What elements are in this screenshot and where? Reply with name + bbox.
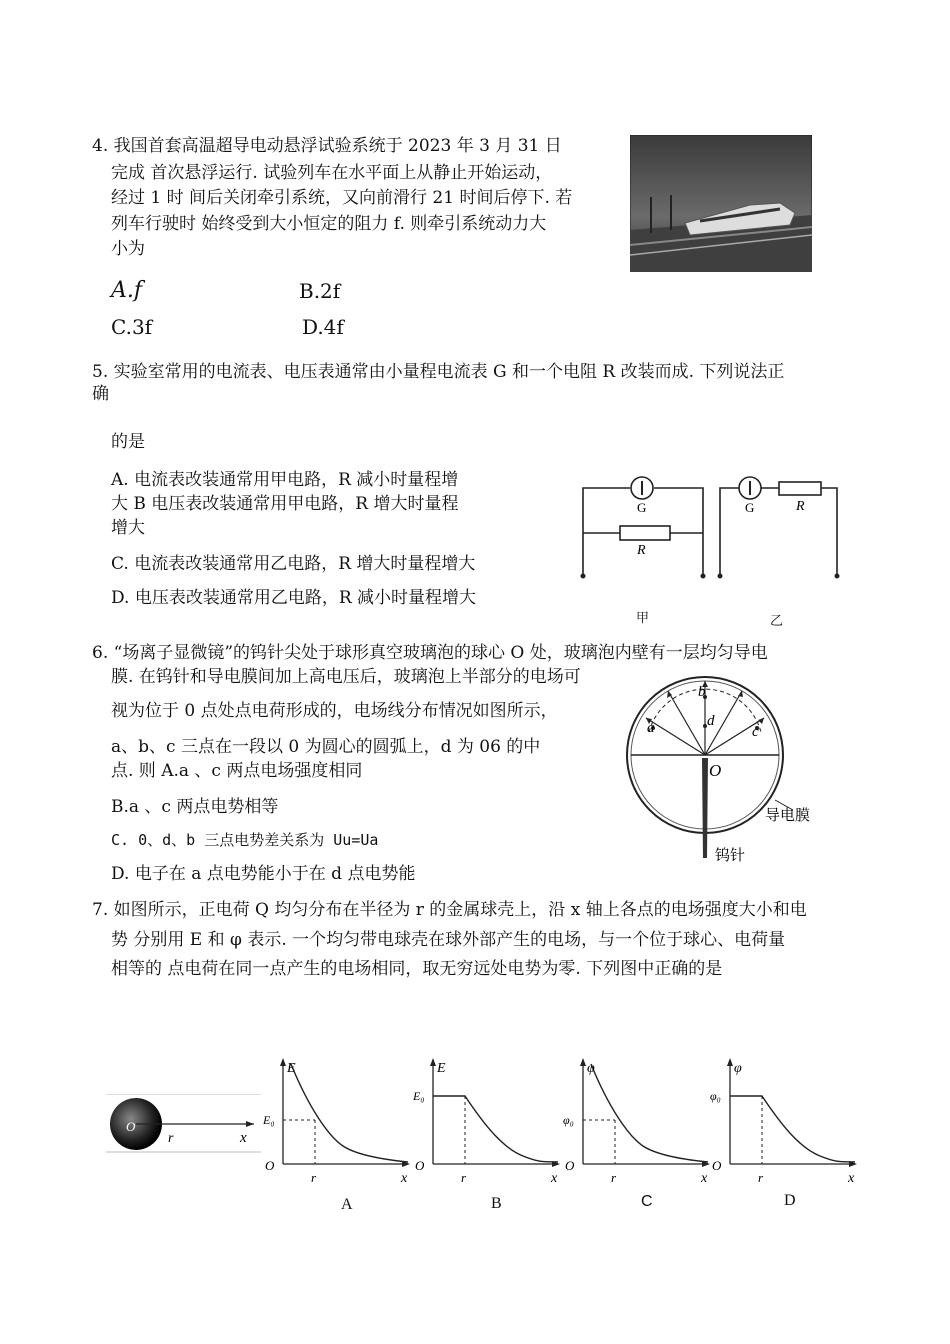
graph-b xyxy=(413,1056,563,1186)
q7-line-2: 势 分别用 E 和 φ 表示. 一个均匀带电球壳在球外部产生的电场，与一个位于球心、电荷量 xyxy=(111,930,786,950)
graph-y0-label: φ₀ xyxy=(710,1089,721,1103)
q5-option-d: D. 电压表改装通常用乙电路，R 减小时量程增大 xyxy=(111,588,477,608)
circuit-left-caption: 甲 xyxy=(636,610,650,625)
q6-line-1: 6. “场离子显微镜”的钨针尖处于球形真空玻璃泡的球心 O 处，玻璃泡内壁有一层均匀导电 xyxy=(92,643,768,663)
q5-option-a: A. 电流表改装通常用甲电路，R 减小时量程增 xyxy=(111,470,459,490)
graph-ylabel: E xyxy=(437,1061,446,1076)
graph-c-caption: C xyxy=(641,1193,653,1210)
circuit-right-caption: 乙 xyxy=(770,613,784,628)
q6-line-3: 视为位于 0 点处点电荷形成的，电场线分布情况如图所示， xyxy=(111,701,558,721)
q4-line-3: 经过 1 时 间后关闭牵引系统，又向前滑行 21 时间后停下. 若 xyxy=(111,188,573,208)
q6-option-b: B.a 、c 两点电势相等 xyxy=(111,797,279,817)
graph-x-label: x xyxy=(551,1171,558,1186)
graph-d-caption: D xyxy=(784,1192,796,1209)
point-a-label: a xyxy=(647,720,655,736)
q4-line-5: 小为 xyxy=(111,239,145,259)
graph-r-label: r xyxy=(461,1170,467,1185)
graph-r-label: r xyxy=(311,1170,317,1185)
q5-option-b-cont: 增大 xyxy=(111,518,145,538)
q6-option-d: D. 电子在 a 点电势能小于在 d 点电势能 xyxy=(111,864,416,884)
q6-line-5: 点. 则 A.a 、c 两点电场强度相同 xyxy=(111,761,363,781)
sphere-r-label: r xyxy=(168,1131,174,1146)
charged-sphere-figure xyxy=(106,1094,261,1154)
circuit-figure xyxy=(575,470,850,630)
circuit-right xyxy=(720,477,837,576)
circuit-right-r-label: R xyxy=(796,499,805,514)
graph-a-caption: A xyxy=(341,1196,353,1213)
q4-line-2: 完成 首次悬浮运行. 试验列车在水平面上从静止开始运动， xyxy=(111,163,553,183)
sphere-x-label: x xyxy=(240,1130,247,1146)
q7-line-1: 7. 如图所示，正电荷 Q 均匀分布在半径为 r 的金属球壳上，沿 x 轴上各点的电场强度大小和电 xyxy=(92,900,807,920)
graph-origin-label: O xyxy=(565,1158,575,1173)
film-label: 导电膜 xyxy=(765,808,811,824)
graph-a xyxy=(263,1056,413,1186)
graph-r-label: r xyxy=(611,1170,617,1185)
train-photo xyxy=(630,135,812,272)
graph-x-label: x xyxy=(848,1171,855,1186)
q4-line-4: 列车行驶时 始终受到大小恒定的阻力 f. 则牵引系统动力大 xyxy=(111,214,547,234)
q6-line-4: a、b、c 三点在一段以 0 为圆心的圆弧上，d 为 06 的中 xyxy=(111,737,541,757)
needle-label: 钨针 xyxy=(715,848,746,864)
q5-line-1: 5. 实验室常用的电流表、电压表通常由小量程电流表 G 和一个电阻 R 改装而成. 下列说法正 xyxy=(92,362,785,382)
q6-option-c: C. 0、d、b 三点电势差关系为 Uu=Ua xyxy=(111,831,379,849)
circuit-left-r-label: R xyxy=(637,543,646,558)
graph-c xyxy=(563,1056,713,1186)
q5-line-3: 的是 xyxy=(111,432,145,452)
graph-x-label: x xyxy=(401,1171,408,1186)
q4-option-a: A.f xyxy=(111,278,143,303)
graph-y0-label: E₀ xyxy=(263,1113,275,1127)
graph-d xyxy=(710,1056,860,1186)
q4-option-b: B.2f xyxy=(299,279,341,303)
graph-ylabel: φ xyxy=(587,1061,595,1076)
q4-option-c: C.3f xyxy=(111,315,153,339)
point-c-label: c xyxy=(752,724,759,740)
graph-r-label: r xyxy=(758,1170,764,1185)
point-o-label: O xyxy=(709,761,722,780)
q4-line-1: 4. 我国首套高温超导电动悬浮试验系统于 2023 年 3 月 31 日 xyxy=(92,136,562,156)
graph-origin-label: O xyxy=(265,1158,275,1173)
q5-option-c: C. 电流表改装通常用乙电路，R 增大时量程增大 xyxy=(111,554,476,574)
circuit-right-g-label: G xyxy=(745,500,755,515)
sphere-o-label: O xyxy=(126,1119,136,1134)
q5-line-2: 确 xyxy=(92,384,109,404)
graph-origin-label: O xyxy=(712,1158,722,1173)
graph-ylabel: φ xyxy=(734,1061,742,1076)
q7-line-3: 相等的 点电荷在同一点产生的电场相同，取无穷远处电势为零. 下列图中正确的是 xyxy=(111,959,723,979)
graph-x-label: x xyxy=(701,1171,708,1186)
graph-y0-label: E₀ xyxy=(413,1089,425,1103)
point-b-label: b xyxy=(698,684,706,700)
graph-b-caption: B xyxy=(491,1195,502,1212)
point-d-label: d xyxy=(707,713,715,729)
circuit-left-g-label: G xyxy=(637,500,647,515)
circuit-left xyxy=(583,477,703,576)
q4-option-d: D.4f xyxy=(302,315,344,339)
graph-y0-label: φ₀ xyxy=(563,1113,574,1127)
field-microscope-figure xyxy=(625,670,825,870)
q5-option-b: 大 B 电压表改装通常用甲电路，R 增大时量程 xyxy=(111,494,459,514)
graph-ylabel: E xyxy=(287,1061,296,1076)
graph-origin-label: O xyxy=(415,1158,425,1173)
q6-line-2: 膜. 在钨针和导电膜间加上高电压后，玻璃泡上半部分的电场可 xyxy=(111,667,581,687)
